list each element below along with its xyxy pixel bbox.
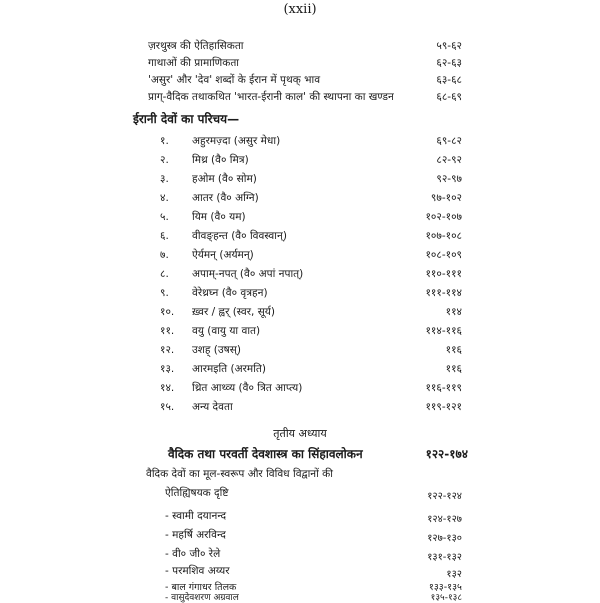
toc-entry-pages: ५९-६२ [436, 40, 462, 52]
toc-entry-title: ज़रथुस्त्र की ऐतिहासिकता [148, 40, 244, 52]
toc-entry-pages: ६८-६९ [436, 91, 462, 103]
scholar-entry: - वी० जी० रेले [165, 548, 221, 560]
toc-entry [0, 55, 600, 72]
deity-number: १२. [160, 344, 175, 356]
toc-entry [0, 89, 600, 106]
deity-title: आतर (वै० अग्नि) [192, 192, 259, 204]
deity-pages: ११६ [445, 363, 462, 375]
deity-entry [0, 399, 600, 416]
scholar-pages: १२४-१२७ [427, 514, 462, 525]
toc-entry-title: प्राग्-वैदिक तथाकथित 'भारत-ईरानी काल' की स्थापना का खण्डन [148, 91, 394, 103]
deity-entry [0, 342, 600, 359]
deity-title: अहुरमज़्दा (असुर मेधा) [192, 135, 281, 147]
deity-entry [0, 190, 600, 207]
deity-number: ६. [160, 230, 169, 242]
deity-pages: १०७-१०८ [425, 230, 462, 242]
toc-entry-pages: ६२-६३ [436, 57, 462, 69]
deity-pages: ११४ [445, 306, 462, 318]
deity-number: ३. [160, 173, 169, 185]
toc-entry [0, 38, 600, 55]
deity-pages: ९२-९७ [436, 173, 462, 185]
deity-entry [0, 266, 600, 283]
deity-pages: ११९-१२१ [425, 401, 462, 413]
deity-pages: ८२-९२ [436, 154, 462, 166]
deity-pages: ११०-१११ [425, 268, 462, 280]
deity-title: ऐर्यमन् (अर्यमन्) [192, 249, 254, 261]
deity-entry [0, 209, 600, 226]
deity-entry [0, 247, 600, 264]
deity-pages: ११६ [445, 344, 462, 356]
scholar-pages: १३२ [446, 569, 462, 580]
deity-title: अन्य देवता [192, 401, 233, 413]
deity-pages: ९७-१०२ [430, 192, 462, 204]
scholar-entry: - बाल गंगाधर तिलक [165, 582, 237, 593]
chapter-label: तृतीय अध्याय [273, 427, 327, 440]
deity-number: २. [160, 154, 169, 166]
scholar-pages: १३३-१३५ [428, 582, 462, 593]
toc-entry [0, 72, 600, 89]
deity-number: ५. [160, 211, 169, 223]
toc-entry-title: गाथाओं की प्रामाणिकता [148, 57, 240, 69]
deity-entry [0, 323, 600, 340]
deity-title: ख़्वर / ह्वर् (स्वर, सूर्य) [192, 306, 275, 318]
intro-pages: १२२-१२४ [427, 491, 462, 502]
deity-title: वयु (वायु या वात) [192, 325, 261, 337]
deity-entry [0, 304, 600, 321]
deity-number: ८. [160, 268, 169, 280]
deity-entry [0, 361, 600, 378]
deity-pages: १०२-१०७ [425, 211, 462, 223]
deity-pages: १११-११४ [425, 287, 462, 299]
deity-entry [0, 152, 600, 169]
deity-entry [0, 285, 600, 302]
deity-entry [0, 133, 600, 150]
page-number: (xxii) [283, 2, 317, 17]
deity-number: १. [160, 135, 169, 147]
deity-title: वीवङ्हन्त (वै० विवस्वान्) [192, 230, 287, 242]
deity-number: ११. [160, 325, 175, 337]
deity-title: थ्रित आथ्व्य (वै० त्रित आप्त्य) [192, 382, 303, 394]
scholar-pages: १३५-१३८ [430, 593, 462, 603]
toc-entry-pages: ६३-६८ [436, 74, 462, 86]
deity-title: उशह् (उषस्) [192, 344, 241, 356]
deity-title: यिम (वै० यम) [192, 211, 246, 223]
deity-title: वेरेथ्रघ्न (वै० वृत्रहन) [192, 287, 268, 299]
deity-number: ७. [160, 249, 169, 261]
intro-line-2: ऐतिह्यिषयक दृष्टि [165, 487, 229, 499]
deity-number: १५. [160, 401, 175, 413]
deity-pages: ६९-८२ [436, 135, 462, 147]
section-heading: ईरानी देवों का परिचय— [133, 112, 240, 126]
deity-entry [0, 380, 600, 397]
scholar-entry: - वासुदेवशरण अग्रवाल [165, 593, 239, 603]
deity-entry [0, 171, 600, 188]
deity-title: अपाम्-नपत् (वै० अपां नपात्) [192, 268, 304, 280]
deity-title: मिथ्र (वै० मित्र) [192, 154, 249, 166]
chapter-title: वैदिक तथा परवर्ती देवशास्त्र का सिंहावलोकन [168, 447, 363, 461]
intro-line-1: वैदिक देवों का मूल-स्वरूप और विविध विद्वानों की [146, 468, 333, 480]
deity-number: १३. [160, 363, 175, 375]
deity-pages: १०८-१०९ [425, 249, 462, 261]
scholar-entry: - महर्षि अरविन्द [165, 529, 226, 541]
scholar-pages: १३१-१३२ [427, 552, 462, 563]
deity-pages: ११४-११६ [425, 325, 462, 337]
deity-title: हओम (वै० सोम) [192, 173, 257, 185]
deity-pages: ११६-११९ [425, 382, 462, 394]
scholar-pages: १२७-१३० [427, 533, 462, 544]
deity-entry [0, 228, 600, 245]
chapter-pages: १२२-१७४ [425, 447, 468, 461]
deity-number: ९. [160, 287, 169, 299]
deity-number: १०. [160, 306, 175, 318]
deity-number: १४. [160, 382, 175, 394]
deity-title: आरमइति (अरमति) [192, 363, 266, 375]
scholar-entry: - परमशिव अय्यर [165, 565, 230, 577]
deity-number: ४. [160, 192, 169, 204]
toc-entry-title: 'असुर' और 'देव' शब्दों के ईरान में पृथक् भाव [148, 74, 321, 86]
scholar-entry: - स्वामी दयानन्द [165, 510, 227, 522]
